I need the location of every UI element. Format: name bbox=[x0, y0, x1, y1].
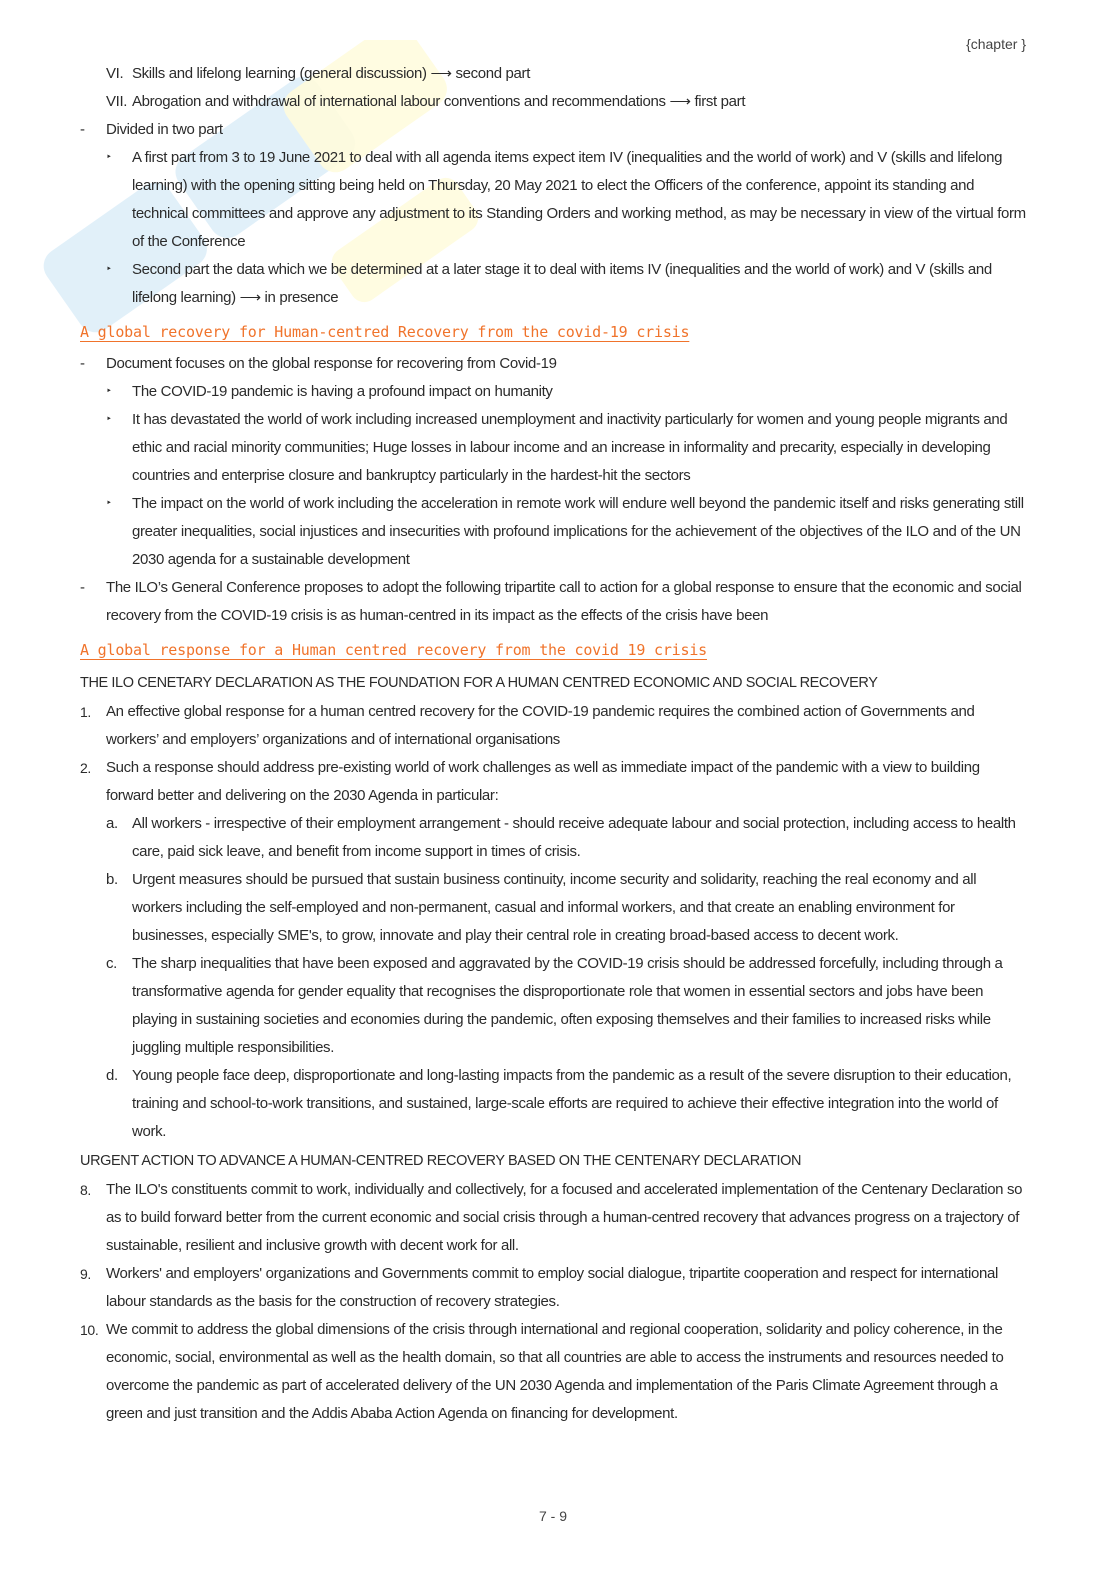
subheading-foundation: THE ILO CENETARY DECLARATION AS THE FOUNDATION FOR A HUMAN CENTRED ECONOMIC AND SOCIAL RECOVERY bbox=[80, 675, 878, 691]
list-item-text: Second part the data which we be determined at a later stage it to deal with items IV (inequalities and the world of work) and V (skills and lifelong learning) ⟶ in presence bbox=[132, 261, 992, 306]
bullet-marker: ‣ bbox=[106, 414, 112, 425]
lettered-list-item bbox=[80, 950, 1030, 1062]
numbered-list-item bbox=[80, 1316, 1030, 1428]
list-item-text: The ILO's constituents commit to work, individually and collectively, for a focused and accelerated implementation of the Centenary Declaration so as to build forward better from the current economic and social crisis through a human-centred recovery that advances progress on a trajectory of sustainable, resilient and inclusive growth with decent work for all. bbox=[106, 1181, 1023, 1254]
list-marker: VI. bbox=[106, 65, 124, 82]
list-item-text: The sharp inequalities that have been exposed and aggravated by the COVID-19 crisis should be addressed forcefully, including through a transformative agenda for gender equality that recognises the disproportionate role that women in essential sectors and jobs have been playing in sustaining societies and economies during the pandemic, often exposing themselves and their families to increased risks while juggling multiple responsibilities. bbox=[132, 955, 1003, 1056]
dash-list-item bbox=[80, 350, 1030, 378]
list-item-text: Skills and lifelong learning (general discussion) ⟶ second part bbox=[132, 65, 531, 82]
dash-marker: - bbox=[80, 121, 85, 138]
bullet-marker: ‣ bbox=[106, 498, 112, 509]
letter-marker: b. bbox=[106, 871, 118, 888]
list-item-text: Abrogation and withdrawal of international labour conventions and recommendations ⟶ first part bbox=[132, 93, 746, 110]
running-header: {chapter } bbox=[966, 36, 1026, 52]
bullet-list-item bbox=[80, 144, 1030, 256]
page-number: 7 - 9 bbox=[538, 1508, 567, 1524]
number-marker: 10. bbox=[80, 1322, 99, 1338]
lettered-list-item bbox=[80, 1062, 1030, 1146]
list-item-text: It has devastated the world of work including increased unemployment and inactivity particularly for women and young people migrants and ethic and racial minority communities; Huge losses in labour income and an increase in informality and precarity, especially in developing countries and enterprise closure and bankruptcy particularly in the hardest-hit the sectors bbox=[132, 411, 1008, 484]
list-item-text: Young people face deep, disproportionate and long-lasting impacts from the pandemic as a result of the severe disruption to their education, training and school-to-work transitions, and sustained, large-scale efforts are required to achieve their effective integration into the world of work. bbox=[132, 1067, 1012, 1140]
list-item-text: An effective global response for a human centred recovery for the COVID-19 pandemic requires the combined action of Governments and workers’ and employers’ organizations and of international organisations bbox=[106, 703, 975, 748]
numbered-list-item bbox=[80, 698, 1030, 754]
number-marker: 8. bbox=[80, 1182, 91, 1198]
list-item-text: Divided in two part bbox=[106, 121, 223, 138]
bullet-list-item bbox=[80, 378, 1030, 406]
bullet-list-item bbox=[80, 256, 1030, 312]
lettered-list-item bbox=[80, 866, 1030, 950]
dash-list-item bbox=[80, 574, 1030, 630]
roman-list-item bbox=[80, 60, 1030, 88]
list-item-text: The impact on the world of work including the acceleration in remote work will endure well beyond the pandemic itself and risks generating still greater inequalities, social injustices and insecurities with profound implications for the achievement of the objectives of the ILO and of the UN 2030 agenda for a sustainable development bbox=[132, 495, 1024, 568]
bullet-marker: ‣ bbox=[106, 264, 112, 275]
numbered-list-item bbox=[80, 754, 1030, 810]
dash-marker: - bbox=[80, 355, 85, 372]
document-body bbox=[80, 60, 1030, 1428]
dash-list-item bbox=[80, 116, 1030, 144]
subheading-urgent-action: URGENT ACTION TO ADVANCE A HUMAN-CENTRED RECOVERY BASED ON THE CENTENARY DECLARATION bbox=[80, 1153, 802, 1169]
numbered-list-item bbox=[80, 1176, 1030, 1260]
list-item-text: All workers - irrespective of their employment arrangement - should receive adequate labour and social protection, including access to health care, paid sick leave, and benefit from income support in times of crisis. bbox=[132, 815, 1016, 860]
letter-marker: a. bbox=[106, 815, 118, 832]
section-heading-global-recovery: A global recovery for Human-centred Recovery from the covid-19 crisis bbox=[80, 323, 690, 341]
list-item-text: Urgent measures should be pursued that sustain business continuity, income security and solidarity, reaching the real economy and all workers including the self-employed and non-permanent, casual and informal workers, and that create an enabling environment for businesses, especially SME's, to grow, innovate and play their central role in creating broad-based access to decent work. bbox=[132, 871, 977, 944]
numbered-list-item bbox=[80, 1260, 1030, 1316]
letter-marker: c. bbox=[106, 955, 117, 972]
list-item-text: Document focuses on the global response for recovering from Covid-19 bbox=[106, 355, 557, 372]
list-item-text: The COVID-19 pandemic is having a profound impact on humanity bbox=[132, 383, 553, 400]
list-item-text: A first part from 3 to 19 June 2021 to deal with all agenda items expect item IV (inequalities and the world of work) and V (skills and lifelong learning) with the opening sitting being held on Thursday, 20 May 2021 to elect the Officers of the conference, appoint its standing and technical committees and approve any adjustment to its Standing Orders and working method, as may be necessary in view of the virtual form of the Conference bbox=[132, 149, 1026, 250]
section-heading-global-response: A global response for a Human centred recovery from the covid 19 crisis bbox=[80, 641, 707, 659]
list-item-text: Workers' and employers' organizations and Governments commit to employ social dialogue, tripartite cooperation and respect for international labour standards as the basis for the construction of recovery strategies. bbox=[106, 1265, 998, 1310]
lettered-list-item bbox=[80, 810, 1030, 866]
bullet-marker: ‣ bbox=[106, 386, 112, 397]
bullet-marker: ‣ bbox=[106, 152, 112, 163]
list-item-text: The ILO’s General Conference proposes to adopt the following tripartite call to action for a global response to ensure that the economic and social recovery from the COVID-19 crisis is as human-centred in its impact as the effects of the crisis have been bbox=[106, 579, 1022, 624]
bullet-list-item bbox=[80, 490, 1030, 574]
number-marker: 9. bbox=[80, 1266, 91, 1282]
dash-marker: - bbox=[80, 579, 85, 596]
number-marker: 2. bbox=[80, 760, 91, 776]
letter-marker: d. bbox=[106, 1067, 118, 1084]
roman-list-item bbox=[80, 88, 1030, 116]
list-marker: VII. bbox=[106, 93, 128, 110]
number-marker: 1. bbox=[80, 704, 91, 720]
bullet-list-item bbox=[80, 406, 1030, 490]
list-item-text: Such a response should address pre-existing world of work challenges as well as immediate impact of the pandemic with a view to building forward better and delivering on the 2030 Agenda in particular: bbox=[106, 759, 980, 804]
list-item-text: We commit to address the global dimensions of the crisis through international and regional cooperation, solidarity and policy coherence, in the economic, social, environmental as well as the health domain, so that all countries are able to access the instruments and resources needed to overcome the pandemic as part of accelerated delivery of the UN 2030 Agenda and implementation of the Paris Climate Agreement through a green and just transition and the Addis Ababa Action Agenda on financing for development. bbox=[106, 1321, 1004, 1422]
